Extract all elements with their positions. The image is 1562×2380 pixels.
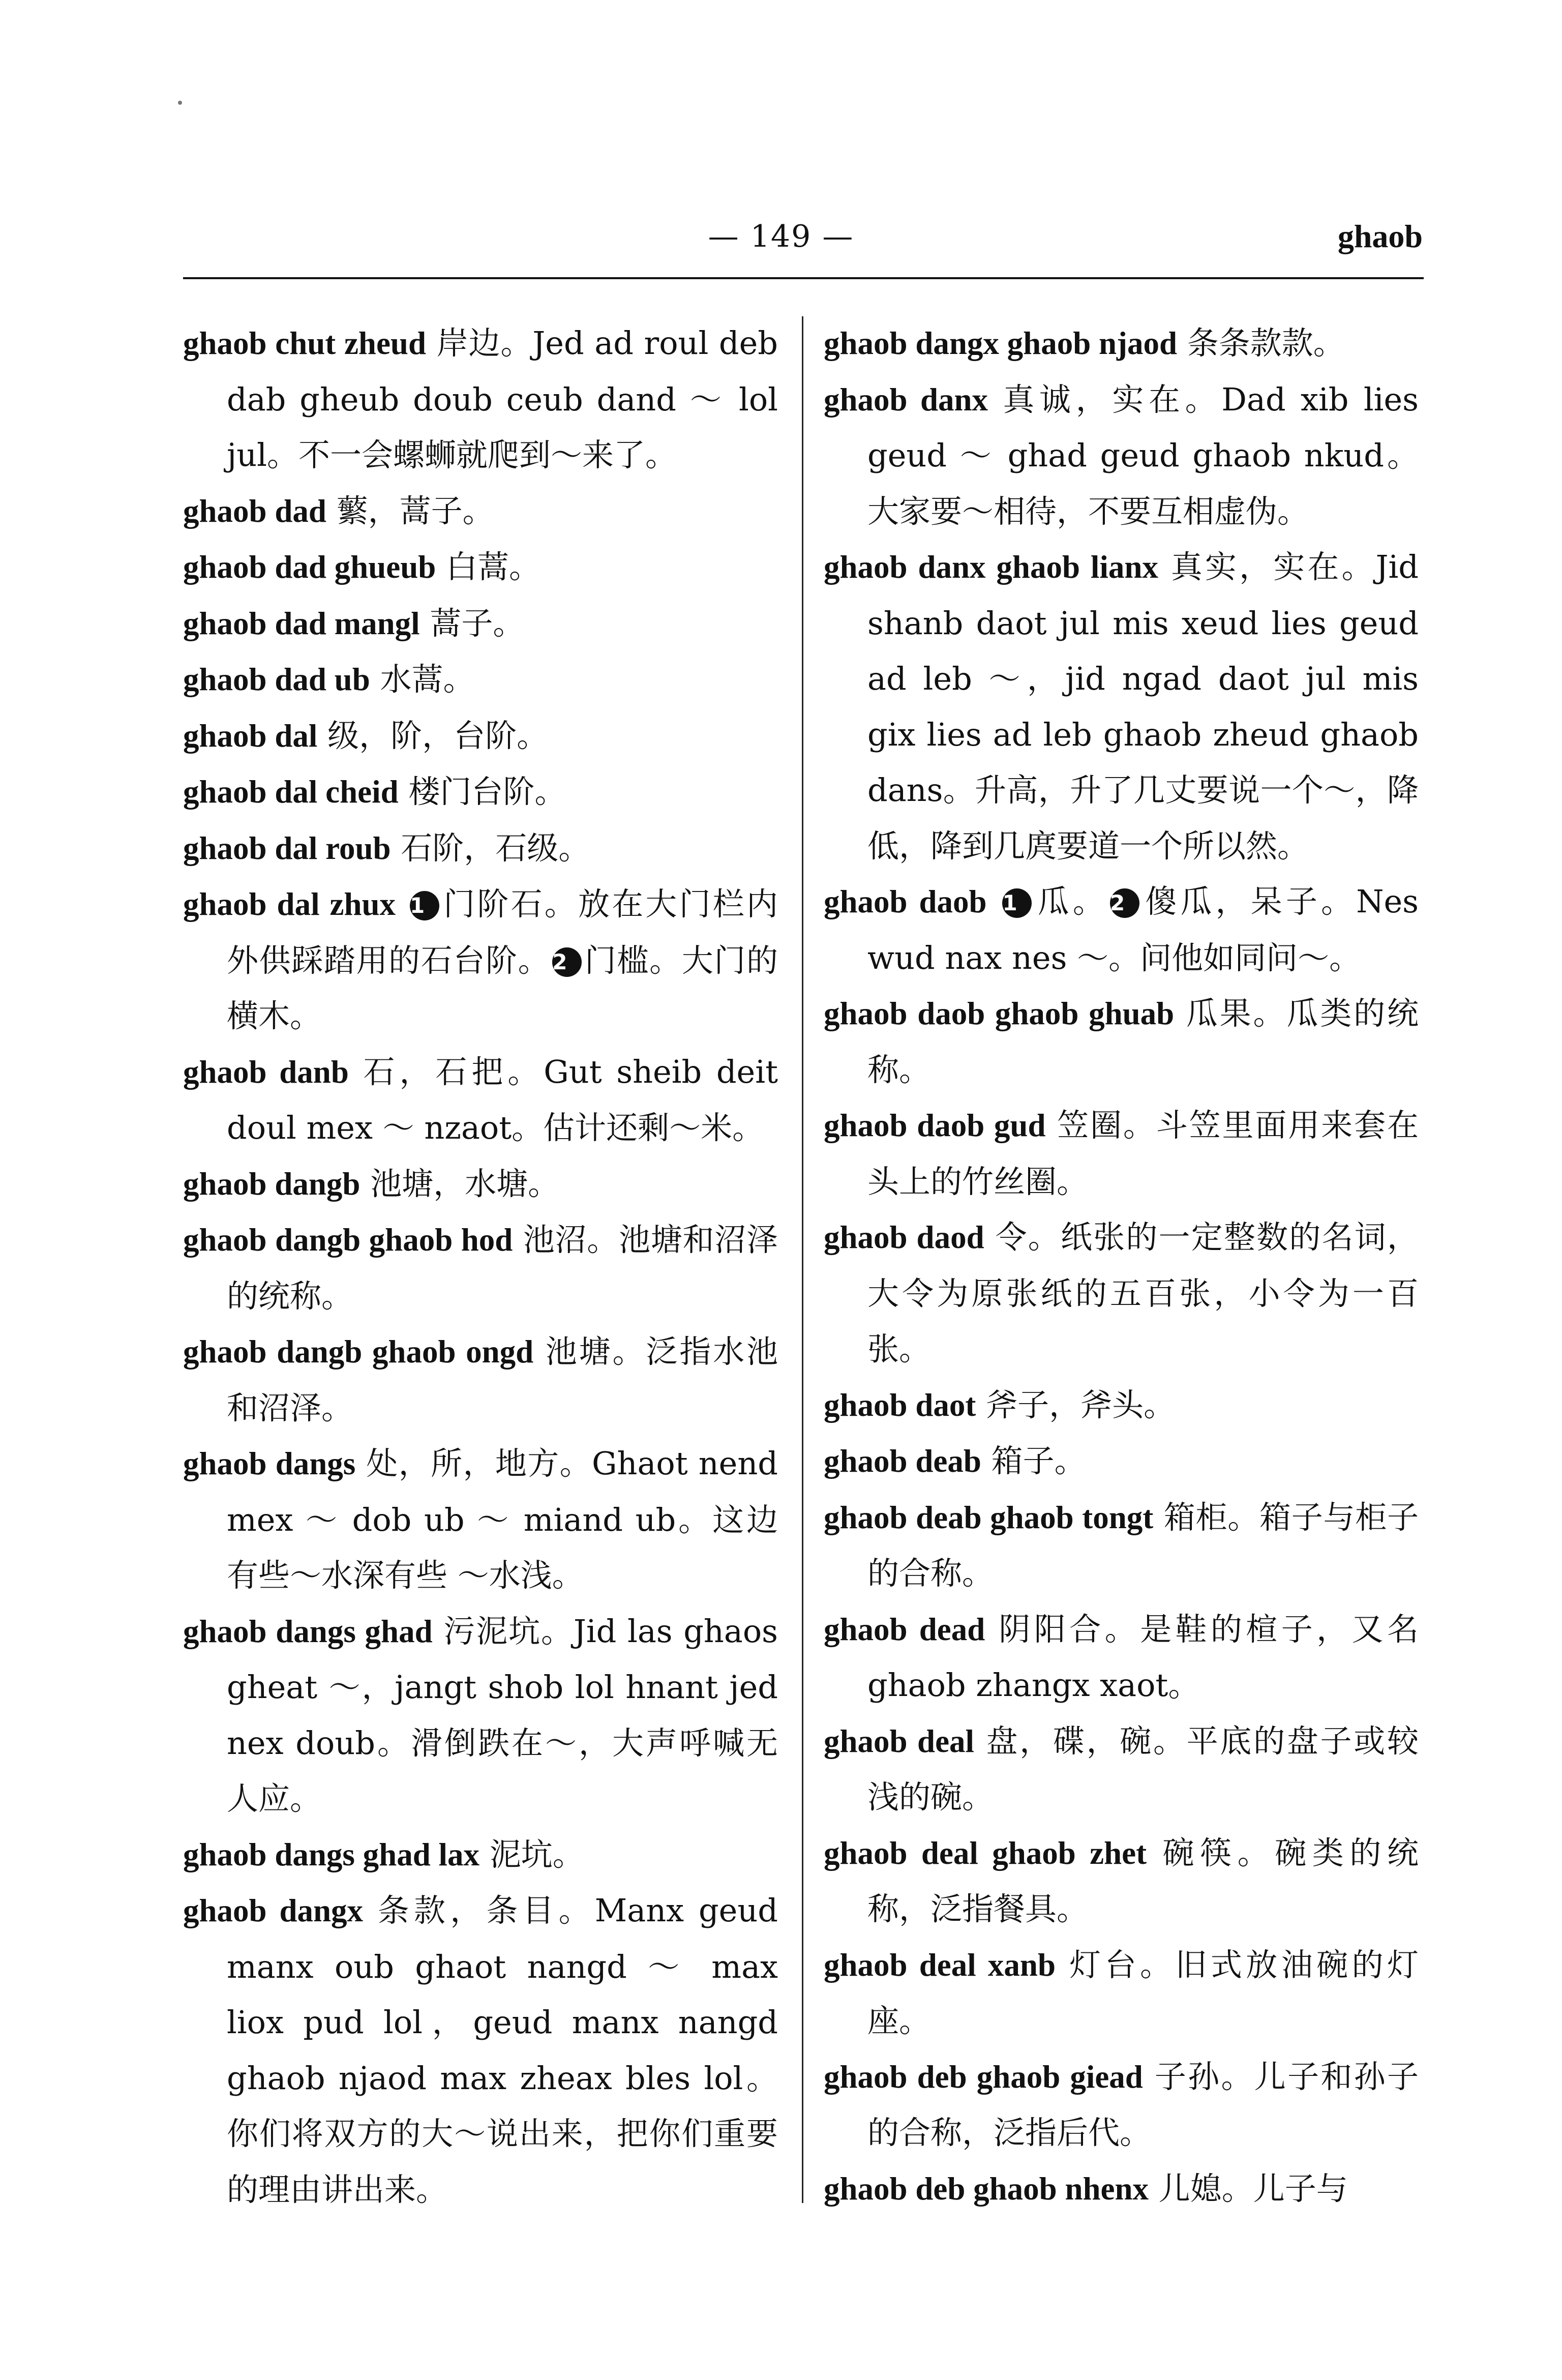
dictionary-entry	[824, 1825, 1419, 1937]
entry-definition: 子孙。儿子和孙子的合称，泛指后代。	[867, 2058, 1419, 2151]
entry-headword: ghaob dangx ghaob njaod	[824, 325, 1178, 361]
entry-headword: ghaob dangb ghaob hod	[183, 1222, 513, 1258]
dictionary-entry	[183, 1436, 778, 1603]
dictionary-entry	[824, 1713, 1419, 1825]
dictionary-entry	[183, 651, 778, 708]
entry-headword: ghaob dal zhux	[183, 886, 396, 922]
entry-definition: 盘，碟，碗。平底的盘子或较浅的碗。	[867, 1722, 1419, 1816]
dictionary-entry	[183, 1156, 778, 1212]
entry-sense-1: 门阶石。放在大门栏内外供踩踏用的石台阶。	[227, 885, 778, 979]
entry-headword: ghaob dad	[183, 493, 326, 529]
entry-definition: 条条款款。	[1187, 324, 1345, 362]
sense-number-1-icon: 1	[410, 891, 439, 920]
entry-headword: ghaob deal xanb	[824, 1947, 1056, 1983]
entry-definition: 真诚，实在。Dad xib lies geud ～ ghad geud ghaob nkud。大家要～相待，不要互相虚伪。	[867, 380, 1419, 530]
entry-definition: 阴阳合。是鞋的楦子，又名 ghaob zhangx xaot。	[867, 1610, 1419, 1704]
entry-definition: 箱子。	[991, 1442, 1086, 1479]
entry-headword: ghaob dal	[183, 718, 318, 754]
dictionary-entry	[183, 539, 778, 596]
sense-number-2-icon: 2	[1110, 888, 1139, 918]
entry-definition: 蒿子。	[430, 604, 525, 642]
left-column	[183, 315, 778, 2217]
entry-headword: ghaob dad ub	[183, 662, 370, 697]
entry-headword: ghaob dangs ghad	[183, 1613, 433, 1649]
entry-headword: ghaob dal cheid	[183, 774, 399, 810]
entry-headword: ghaob dangx	[183, 1893, 364, 1928]
dictionary-entry	[183, 820, 778, 877]
entry-headword: ghaob daot	[824, 1387, 976, 1423]
dictionary-entry	[824, 1097, 1419, 1209]
entry-definition: 白蒿。	[445, 548, 540, 585]
entry-headword: ghaob dal roub	[183, 830, 391, 866]
entry-headword: ghaob dangb ghaob ongd	[183, 1334, 534, 1370]
dictionary-entry	[183, 1827, 778, 1883]
dictionary-entry	[183, 483, 778, 540]
dictionary-entry	[824, 1377, 1419, 1434]
entry-headword: ghaob deb ghaob giead	[824, 2059, 1143, 2095]
dictionary-entry	[824, 874, 1419, 986]
entry-definition: 蘩，蒿子。	[336, 492, 494, 529]
entry-headword: ghaob deab	[824, 1443, 981, 1479]
entry-definition: 条款，条目。Manx geud manx oub ghaot nangd ～ max liox pud lol，geud manx nangd ghaob njaod max zheax bles lol。你们将双方的大～说出来，把你们重要的理由讲出来。	[227, 1892, 778, 2208]
dictionary-entry	[824, 986, 1419, 1097]
page-header	[0, 0, 1562, 285]
entry-definition: 儿媳。儿子与	[1158, 2169, 1348, 2207]
entry-headword: ghaob dad mangl	[183, 605, 420, 641]
dictionary-entry	[824, 539, 1419, 874]
entry-sense-2: 傻瓜，呆子。Nes wud nax nes ～。问他如同问～。	[867, 883, 1419, 976]
dictionary-entry	[824, 372, 1419, 540]
dictionary-entry	[824, 1601, 1419, 1713]
entry-headword: ghaob danb	[183, 1054, 349, 1090]
entry-definition: 碗筷。碗类的统称，泛指餐具。	[867, 1834, 1419, 1927]
entry-headword: ghaob danx ghaob lianx	[824, 549, 1158, 585]
entry-definition: 真实，实在。Jid shanb daot jul mis xeud lies geud ad leb ～，jid ngad daot jul mis gix lies ad leb ghaob zheud ghaob dans。升高，升了几丈要说一个～，降低，降到几庹要道一个所以然。	[867, 548, 1419, 865]
entry-definition: 池塘。泛指水池和沼泽。	[227, 1333, 778, 1426]
entry-headword: ghaob dangs ghad lax	[183, 1836, 479, 1872]
entry-definition: 斧子，斧头。	[986, 1386, 1176, 1423]
right-column	[824, 315, 1419, 2217]
dictionary-entry	[183, 1044, 778, 1156]
sense-number-1-icon: 1	[1002, 888, 1032, 918]
entry-definition: 楼门台阶。	[408, 773, 566, 810]
entry-definition: 污泥坑。Jid las ghaos gheat ～，jangt shob lol hnant jed nex doub。滑倒跌在～，大声呼喊无人应。	[227, 1612, 778, 1817]
entry-headword: ghaob dangs	[183, 1446, 356, 1481]
dictionary-entry	[824, 315, 1419, 372]
entry-headword: ghaob daob ghaob ghuab	[824, 996, 1175, 1031]
entry-headword: ghaob chut zheud	[183, 325, 426, 361]
dictionary-entry	[183, 1324, 778, 1436]
page-number: — 149 —	[708, 219, 854, 254]
entry-definition: 岸边。Jed ad roul deb dab gheub doub ceub dand ～ lol jul。不一会螺蛳就爬到～来了。	[227, 324, 778, 473]
entry-headword: ghaob dead	[824, 1611, 985, 1647]
entry-headword: ghaob daob gud	[824, 1108, 1046, 1143]
dictionary-entry	[183, 1883, 778, 2217]
entry-definition: 石阶，石级。	[401, 829, 590, 867]
entry-definition: 令。纸张的一定整数的名词，大令为原张纸的五百张，小令为一百张。	[867, 1218, 1419, 1367]
dictionary-entry	[824, 1937, 1419, 2049]
entry-headword: ghaob danx	[824, 381, 988, 418]
entry-definition: 石，石把。Gut sheib deit doul mex ～ nzaot。估计还剩～米。	[227, 1053, 778, 1146]
entry-definition: 灯台。旧式放油碗的灯座。	[867, 1946, 1419, 2039]
entry-definition: 处，所，地方。Ghaot nend mex ～ dob ub ～ miand ub。这边有些～水深有些 ～水浅。	[227, 1445, 778, 1594]
entry-definition: 池塘，水塘。	[370, 1165, 560, 1202]
entry-definition: 池沼。池塘和沼泽的统称。	[227, 1221, 778, 1315]
dictionary-entry	[824, 1490, 1419, 1601]
column-divider	[802, 316, 803, 2203]
dictionary-entry	[183, 1603, 778, 1827]
dictionary-entry	[183, 876, 778, 1044]
running-head: ghaob	[1337, 218, 1423, 254]
entry-definition: 箱柜。箱子与柜子的合称。	[867, 1498, 1419, 1592]
sense-number-2-icon: 2	[552, 947, 582, 977]
entry-headword: ghaob deal	[824, 1723, 975, 1759]
header-rule	[183, 277, 1424, 279]
entry-headword: ghaob deal ghaob zhet	[824, 1835, 1147, 1871]
dictionary-entry	[824, 2161, 1419, 2217]
entry-headword: ghaob deb ghaob nhenx	[824, 2170, 1149, 2207]
dictionary-entry	[824, 1433, 1419, 1490]
entry-sense-2: 门槛。大门的横木。	[227, 941, 778, 1034]
entry-definition: 水蒿。	[380, 661, 475, 698]
entry-definition: 泥坑。	[489, 1835, 584, 1873]
dictionary-entry	[183, 315, 778, 483]
entry-definition: 瓜果。瓜类的统称。	[867, 995, 1419, 1088]
entry-headword: ghaob daod	[824, 1219, 984, 1255]
dictionary-entry	[824, 1209, 1419, 1377]
dictionary-entry	[183, 596, 778, 652]
entry-headword: ghaob daob	[824, 884, 987, 919]
entry-headword: ghaob deab ghaob tongt	[824, 1499, 1154, 1535]
scan-speck	[178, 101, 182, 105]
dictionary-entry	[183, 764, 778, 820]
entry-definition: 笠圈。斗笠里面用来套在头上的竹丝圈。	[867, 1107, 1419, 1200]
entry-sense-1: 瓜。	[1034, 883, 1108, 920]
entry-definition: 级，阶，台阶。	[327, 717, 549, 754]
dictionary-entry	[183, 1212, 778, 1324]
entry-headword: ghaob dangb	[183, 1166, 361, 1202]
dictionary-entry	[183, 708, 778, 764]
dictionary-entry	[824, 2049, 1419, 2161]
entry-headword: ghaob dad ghueub	[183, 549, 436, 585]
